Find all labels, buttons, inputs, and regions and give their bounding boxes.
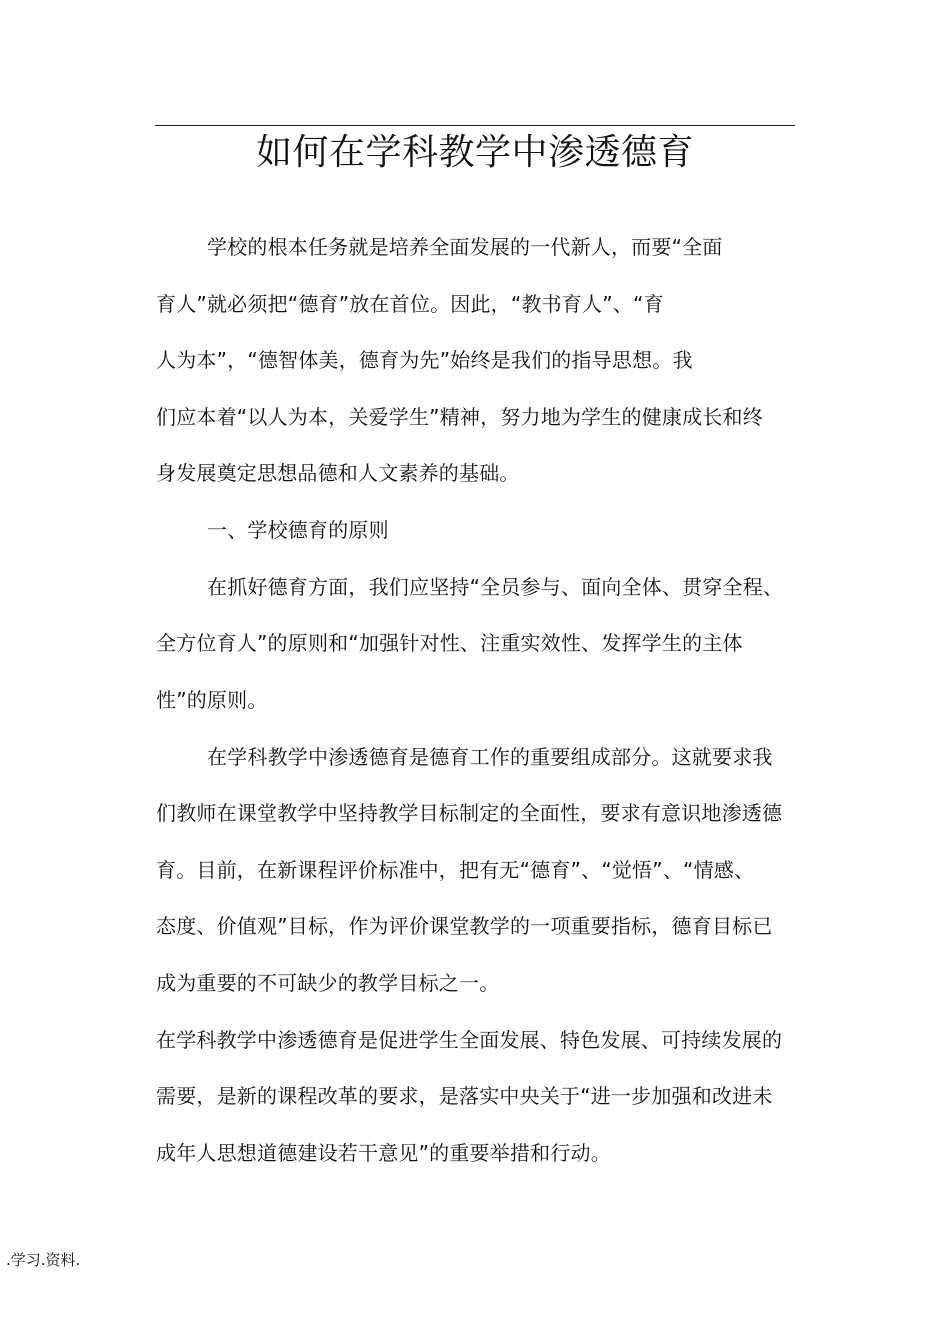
paragraph-line: 身发展奠定思想品德和人文素养的基础。: [156, 461, 520, 485]
paragraph-line: 态度、价值观”目标，作为评价课堂教学的一项重要指标，德育目标已: [156, 914, 773, 938]
page-footer: .学习.资料.: [6, 1251, 81, 1269]
paragraph-line: 人为本”，“德智体美，德育为先”始终是我们的指导思想。我: [156, 348, 693, 372]
paragraph-line: 成为重要的不可缺少的教学目标之一。: [156, 971, 500, 995]
paragraph-line: 育人”就必须把“德育”放在首位。因此，“教书育人”、“育: [156, 292, 664, 316]
paragraph-line: 们教师在课堂教学中坚持教学目标制定的全面性，要求有意识地渗透德: [156, 801, 783, 825]
paragraph-line: 在抓好德育方面，我们应坚持“全员参与、面向全体、贯穿全程、: [207, 575, 784, 599]
paragraph-line: 们应本着“以人为本，关爱学生”精神，努力地为学生的健康成长和终: [156, 405, 763, 429]
paragraph-line: 成年人思想道德建设若干意见”的重要举措和行动。: [156, 1141, 611, 1165]
document-title: 如何在学科教学中渗透德育: [255, 132, 694, 173]
section-heading: 一、学校德育的原则: [207, 518, 389, 542]
paragraph-line: 性”的原则。: [156, 688, 268, 712]
paragraph-line: 全方位育人”的原则和“加强针对性、注重实效性、发挥学生的主体: [156, 631, 743, 655]
paragraph-line: 学校的根本任务就是培养全面发展的一代新人，而要“全面: [207, 235, 723, 259]
paragraph-line: 在学科教学中渗透德育是德育工作的重要组成部分。这就要求我: [207, 745, 773, 769]
paragraph-line: 需要，是新的课程改革的要求，是落实中央关于“进一步加强和改进未: [156, 1084, 773, 1108]
paragraph-line: 在学科教学中渗透德育是促进学生全面发展、特色发展、可持续发展的: [156, 1028, 783, 1052]
paragraph-line: 育。目前，在新课程评价标准中，把有无“德育”、“觉悟”、“情感、: [156, 858, 755, 882]
